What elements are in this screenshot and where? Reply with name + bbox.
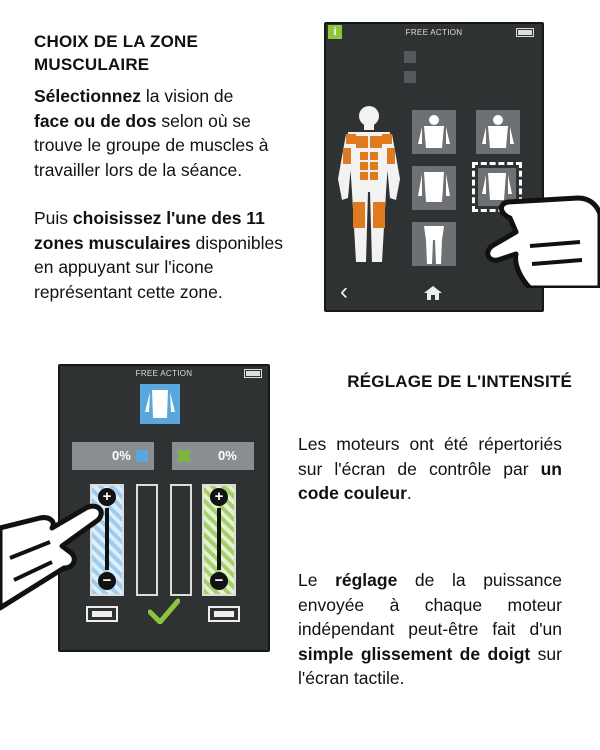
description-paragraph: Les moteurs ont été répertoriés sur l'écran de contrôle par un code couleur. [298, 434, 562, 503]
muscle-zone-thigh [373, 202, 385, 228]
section-choix-zone [34, 30, 304, 304]
zone-tile-shoulders[interactable] [476, 110, 520, 154]
channel-readout-right: 0% [172, 442, 254, 470]
muscle-zone-chest [370, 136, 382, 148]
zone-tile-legs[interactable] [412, 222, 456, 266]
section-title: CHOIX DE LA ZONE MUSCULAIRE [34, 32, 199, 74]
hand-pointer-icon [0, 498, 110, 618]
instruction-paragraph: Sélectionnez la vision de face ou de dos selon où se trouve le groupe de muscles à travailler lors de la séance. [34, 86, 269, 180]
arrow-icon [217, 508, 221, 570]
body-figure [334, 104, 404, 274]
status-title: FREE ACTION [405, 28, 463, 37]
status-bar [326, 24, 542, 40]
chevron-left-icon[interactable]: ‹ [340, 278, 348, 305]
muscle-zone-shoulder [346, 134, 356, 144]
back-view-toggle[interactable] [404, 71, 416, 83]
muscle-zone-chest [356, 136, 368, 148]
minus-icon[interactable]: − [98, 572, 116, 590]
zone-tile-upper-front[interactable] [412, 110, 456, 154]
selected-zone-tile[interactable] [140, 384, 180, 424]
intensity-slider-green[interactable] [202, 484, 236, 596]
battery-icon [516, 28, 534, 37]
zone-tile-torso[interactable] [412, 166, 456, 210]
green-color-code [178, 450, 190, 462]
plus-icon[interactable]: + [210, 488, 228, 506]
channel-readout-left: 0% [72, 442, 154, 470]
instruction-paragraph: Puis choisissez l'une des 11 zones musculaires disponibles en appuyant sur l'icone représentant cette zone. [34, 208, 284, 302]
section-title: RÉGLAGE DE L'INTENSITÉ [347, 372, 572, 391]
muscle-zone-shoulder [382, 134, 392, 144]
channel-off-button[interactable] [208, 606, 240, 622]
minus-icon[interactable]: − [210, 572, 228, 590]
intensity-slider-empty[interactable] [170, 484, 192, 596]
status-bar [60, 366, 268, 380]
status-title: FREE ACTION [135, 369, 193, 378]
muscle-zone-arm [343, 148, 351, 164]
battery-icon [244, 369, 262, 378]
description-paragraph: Le réglage de la puissance envoyée à chaque moteur indépendant peut-être fait d'un simple glissement de doigt sur l'écran tactile. [298, 570, 562, 688]
checkmark-icon[interactable] [148, 598, 180, 624]
plus-icon[interactable]: + [98, 488, 116, 506]
blue-color-code [136, 450, 148, 462]
hand-pointer-icon [470, 168, 600, 288]
home-icon[interactable] [424, 286, 442, 300]
muscle-zone-thigh [353, 202, 365, 228]
muscle-zone-arm [387, 148, 395, 164]
info-icon[interactable]: i [328, 25, 342, 39]
front-view-toggle[interactable] [404, 51, 416, 63]
intensity-slider-empty[interactable] [136, 484, 158, 596]
